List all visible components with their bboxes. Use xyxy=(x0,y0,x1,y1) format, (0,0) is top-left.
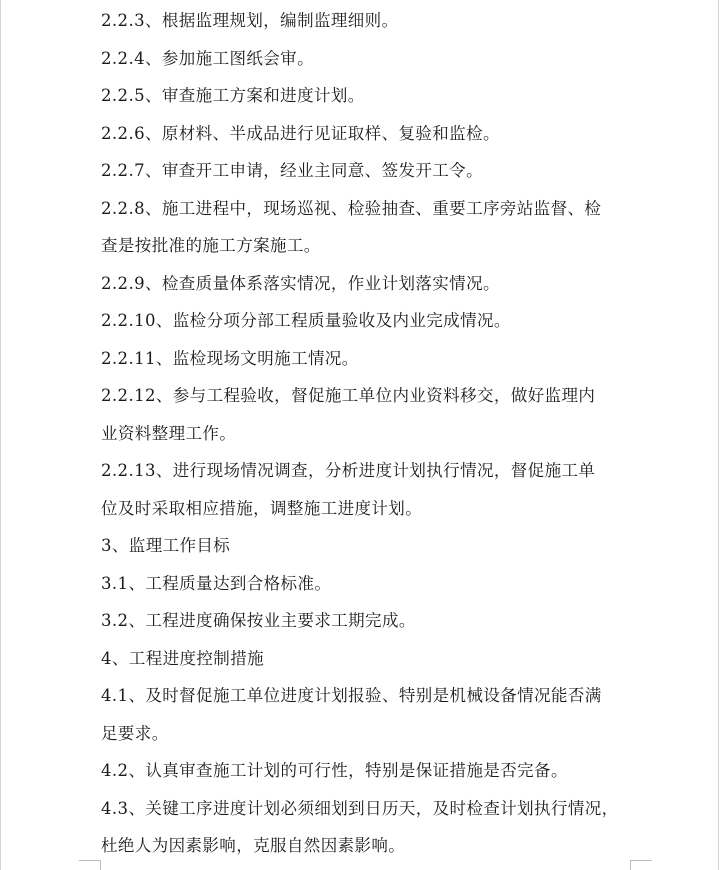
text-line: 业资料整理工作。 xyxy=(101,423,237,443)
text-line: 杜绝人为因素影响，克服自然因素影响。 xyxy=(101,836,406,855)
section-heading: 3、监理工作目标 xyxy=(101,536,231,555)
text-line: 4.2、认真审查施工计划的可行性，特别是保证措施是否完备。 xyxy=(101,761,568,780)
text-line: 2.2.5、审查施工方案和进度计划。 xyxy=(101,86,365,105)
text-line: 2.2.8、施工进程中，现场巡视、检验抽查、重要工序旁站监督、检 xyxy=(101,198,602,218)
text-line: 2.2.13、进行现场情况调查，分析进度计划执行情况，督促施工单 xyxy=(101,461,596,480)
text-line: 2.2.4、参加施工图纸会审。 xyxy=(101,48,314,68)
text-line: 2.2.7、审查开工申请，经业主同意、签发开工令。 xyxy=(101,161,483,180)
section-heading: 4、工程进度控制措施 xyxy=(101,648,264,668)
text-line: 查是按批准的施工方案施工。 xyxy=(101,236,321,255)
text-line: 3.1、工程质量达到合格标准。 xyxy=(101,573,332,593)
margin-corner-mark-left-h xyxy=(79,860,101,861)
document-body xyxy=(101,2,631,865)
text-line: 4.3、关键工序进度计划必须细划到日历天，及时检查计划执行情况， xyxy=(101,798,619,818)
page-edge-left xyxy=(0,0,1,870)
text-line: 2.2.10、监检分项分部工程质量验收及内业完成情况。 xyxy=(101,311,511,330)
margin-corner-mark-right xyxy=(630,860,631,870)
text-line: 3.2、工程进度确保按业主要求工期完成。 xyxy=(101,611,416,630)
text-line: 2.2.3、根据监理规划，编制监理细则。 xyxy=(101,11,399,30)
text-line: 4.1、及时督促施工单位进度计划报验、特别是机械设备情况能否满 xyxy=(101,686,602,705)
text-line: 2.2.12、参与工程验收，督促施工单位内业资料移交，做好监理内 xyxy=(101,386,596,405)
margin-corner-mark-left xyxy=(100,860,101,870)
text-line: 2.2.6、原材料、半成品进行见证取样、复验和监检。 xyxy=(101,123,500,143)
margin-corner-mark-right-h xyxy=(630,860,652,861)
text-line: 足要求。 xyxy=(101,723,169,743)
text-line: 2.2.11、监检现场文明施工情况。 xyxy=(101,348,359,368)
text-line: 位及时采取相应措施，调整施工进度计划。 xyxy=(101,498,423,518)
text-line: 2.2.9、检查质量体系落实情况，作业计划落实情况。 xyxy=(101,273,500,293)
